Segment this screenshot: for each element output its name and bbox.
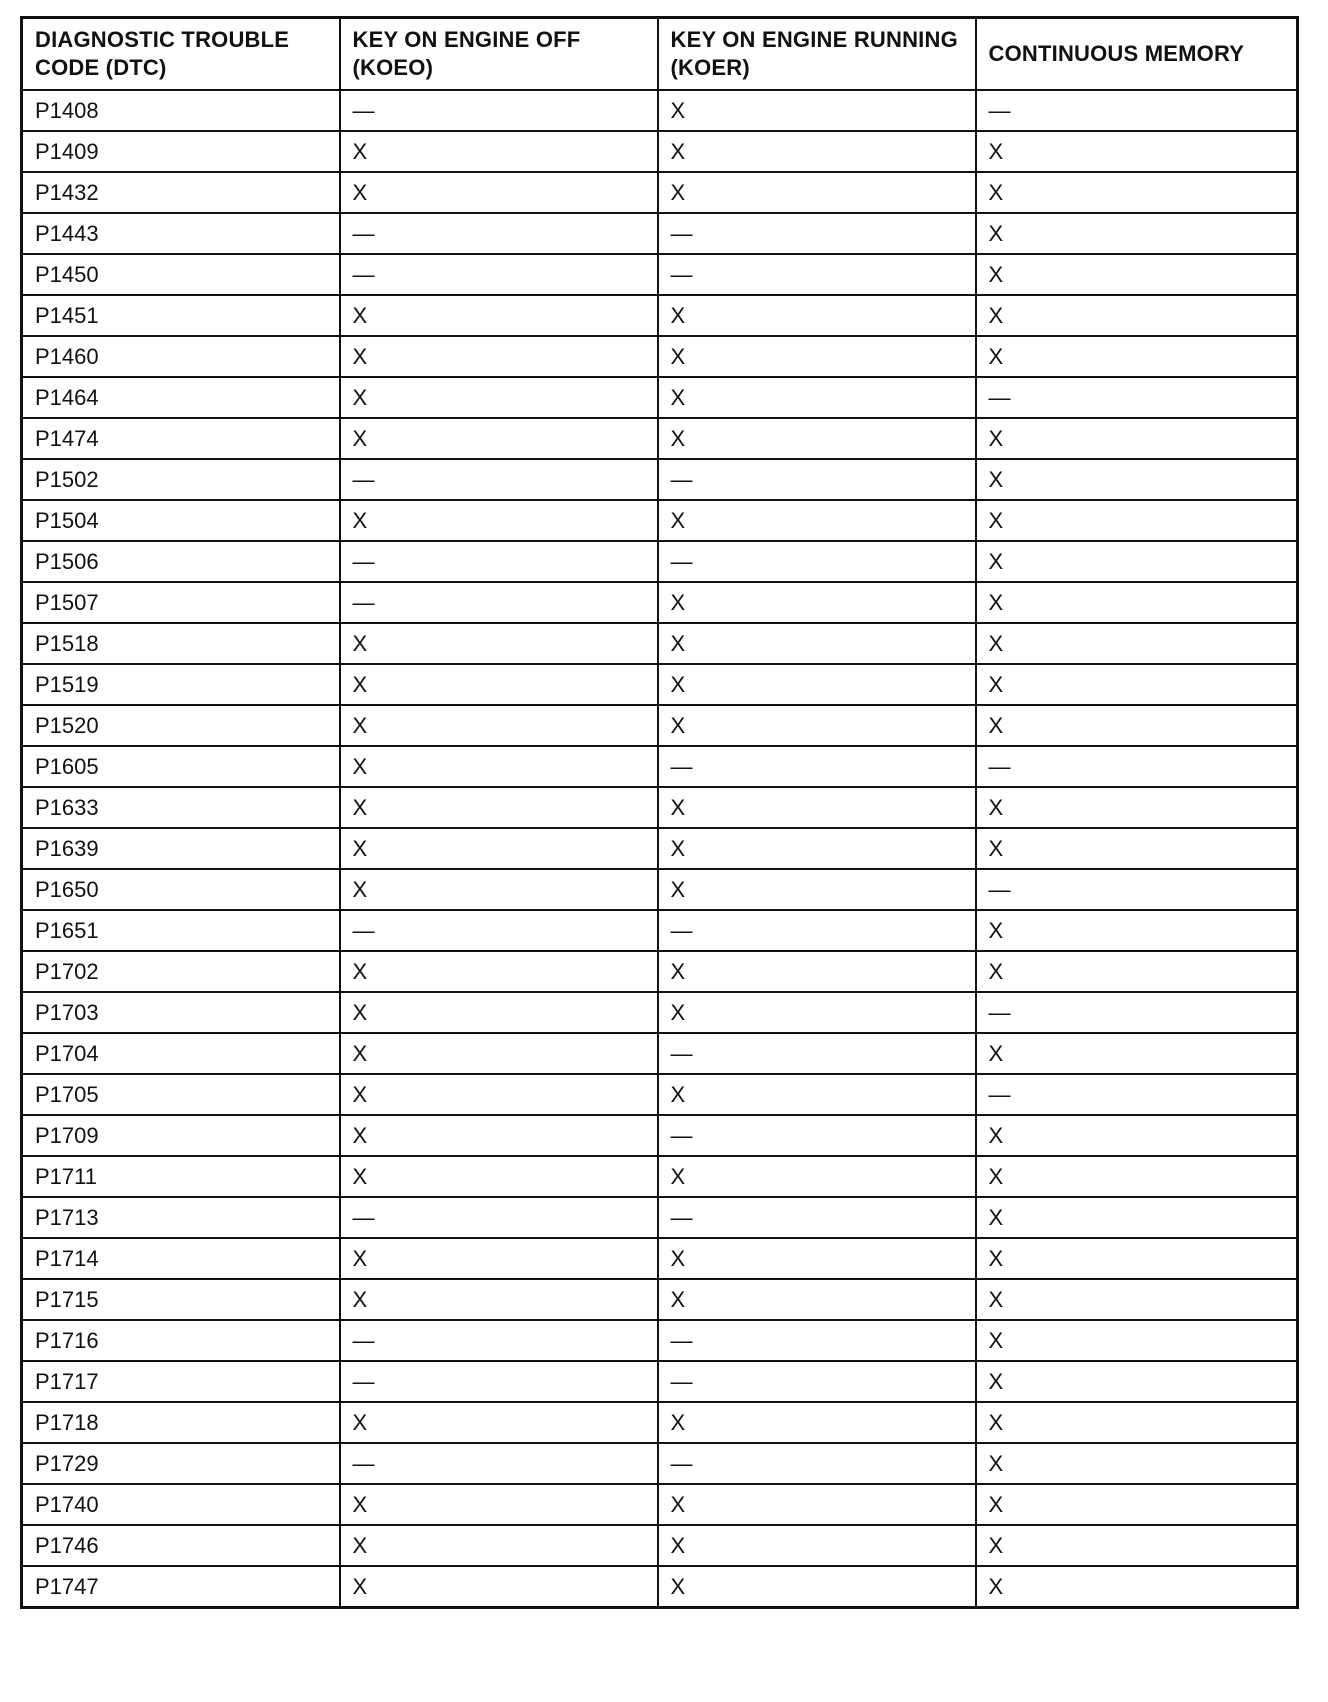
koeo-cell: X (340, 705, 658, 746)
continuous-memory-cell: X (976, 582, 1298, 623)
koeo-cell: X (340, 1402, 658, 1443)
koer-cell: — (658, 746, 976, 787)
continuous-memory-cell: X (976, 787, 1298, 828)
koeo-cell: X (340, 992, 658, 1033)
koer-cell: — (658, 541, 976, 582)
dtc-cell: P1502 (22, 459, 340, 500)
dtc-cell: P1716 (22, 1320, 340, 1361)
koeo-cell: — (340, 910, 658, 951)
koeo-cell: X (340, 1525, 658, 1566)
koeo-cell: X (340, 1484, 658, 1525)
koeo-cell: X (340, 1033, 658, 1074)
dtc-cell: P1746 (22, 1525, 340, 1566)
koer-cell: X (658, 90, 976, 131)
koeo-cell: — (340, 90, 658, 131)
table-row (22, 664, 1298, 705)
koeo-cell: — (340, 582, 658, 623)
table-row (22, 1074, 1298, 1115)
koer-cell: X (658, 623, 976, 664)
table-row (22, 1279, 1298, 1320)
koer-cell: — (658, 1197, 976, 1238)
continuous-memory-cell: X (976, 1484, 1298, 1525)
continuous-memory-cell: X (976, 1402, 1298, 1443)
table-row (22, 705, 1298, 746)
koeo-cell: X (340, 869, 658, 910)
continuous-memory-cell: X (976, 1443, 1298, 1484)
dtc-cell: P1506 (22, 541, 340, 582)
table-row (22, 1402, 1298, 1443)
koer-cell: X (658, 582, 976, 623)
koeo-cell: X (340, 131, 658, 172)
table-row (22, 1361, 1298, 1402)
dtc-cell: P1639 (22, 828, 340, 869)
koeo-cell: X (340, 1156, 658, 1197)
dtc-cell: P1520 (22, 705, 340, 746)
continuous-memory-cell: — (976, 869, 1298, 910)
continuous-memory-cell: — (976, 1074, 1298, 1115)
koeo-cell: X (340, 377, 658, 418)
koeo-cell: X (340, 336, 658, 377)
continuous-memory-cell: — (976, 377, 1298, 418)
koer-cell: X (658, 787, 976, 828)
continuous-memory-cell: X (976, 1156, 1298, 1197)
dtc-cell: P1713 (22, 1197, 340, 1238)
table-row (22, 377, 1298, 418)
table-row (22, 1033, 1298, 1074)
continuous-memory-cell: X (976, 1566, 1298, 1608)
koeo-cell: X (340, 664, 658, 705)
koer-cell: X (658, 664, 976, 705)
header-koeo: KEY ON ENGINE OFF (KOEO) (340, 18, 658, 91)
koeo-cell: — (340, 459, 658, 500)
koer-cell: X (658, 295, 976, 336)
dtc-cell: P1709 (22, 1115, 340, 1156)
koer-cell: X (658, 1074, 976, 1115)
dtc-cell: P1702 (22, 951, 340, 992)
table-row (22, 336, 1298, 377)
koeo-cell: — (340, 1361, 658, 1402)
continuous-memory-cell: X (976, 500, 1298, 541)
koer-cell: X (658, 951, 976, 992)
dtc-cell: P1460 (22, 336, 340, 377)
dtc-cell: P1651 (22, 910, 340, 951)
dtc-cell: P1718 (22, 1402, 340, 1443)
dtc-cell: P1518 (22, 623, 340, 664)
koer-cell: — (658, 1361, 976, 1402)
koer-cell: X (658, 500, 976, 541)
koeo-cell: X (340, 1115, 658, 1156)
dtc-cell: P1432 (22, 172, 340, 213)
koer-cell: — (658, 910, 976, 951)
continuous-memory-cell: X (976, 705, 1298, 746)
dtc-cell: P1704 (22, 1033, 340, 1074)
koer-cell: X (658, 1525, 976, 1566)
continuous-memory-cell: X (976, 1197, 1298, 1238)
koer-cell: X (658, 992, 976, 1033)
table-row (22, 1156, 1298, 1197)
dtc-table (20, 16, 1299, 1609)
koeo-cell: X (340, 623, 658, 664)
table-row (22, 951, 1298, 992)
table-row (22, 172, 1298, 213)
table-row (22, 910, 1298, 951)
koeo-cell: X (340, 951, 658, 992)
koeo-cell: — (340, 1197, 658, 1238)
table-row (22, 213, 1298, 254)
koer-cell: X (658, 869, 976, 910)
continuous-memory-cell: X (976, 1525, 1298, 1566)
koeo-cell: — (340, 1320, 658, 1361)
continuous-memory-cell: X (976, 172, 1298, 213)
koeo-cell: X (340, 1566, 658, 1608)
koeo-cell: X (340, 828, 658, 869)
table-row (22, 623, 1298, 664)
table-row (22, 869, 1298, 910)
dtc-cell: P1747 (22, 1566, 340, 1608)
table-row (22, 828, 1298, 869)
dtc-cell: P1507 (22, 582, 340, 623)
dtc-cell: P1633 (22, 787, 340, 828)
continuous-memory-cell: X (976, 1320, 1298, 1361)
dtc-cell: P1650 (22, 869, 340, 910)
continuous-memory-cell: X (976, 336, 1298, 377)
header-dtc: DIAGNOSTIC TROUBLE CODE (DTC) (22, 18, 340, 91)
continuous-memory-cell: X (976, 254, 1298, 295)
table-row (22, 541, 1298, 582)
continuous-memory-cell: X (976, 418, 1298, 459)
continuous-memory-cell: X (976, 828, 1298, 869)
koer-cell: — (658, 254, 976, 295)
koeo-cell: — (340, 213, 658, 254)
dtc-cell: P1450 (22, 254, 340, 295)
koer-cell: X (658, 705, 976, 746)
dtc-cell: P1740 (22, 1484, 340, 1525)
dtc-cell: P1714 (22, 1238, 340, 1279)
koer-cell: X (658, 172, 976, 213)
koeo-cell: X (340, 295, 658, 336)
dtc-cell: P1504 (22, 500, 340, 541)
dtc-cell: P1474 (22, 418, 340, 459)
koer-cell: — (658, 1320, 976, 1361)
koeo-cell: X (340, 172, 658, 213)
continuous-memory-cell: X (976, 623, 1298, 664)
continuous-memory-cell: — (976, 746, 1298, 787)
table-row (22, 1238, 1298, 1279)
table-row (22, 500, 1298, 541)
table-row (22, 992, 1298, 1033)
dtc-cell: P1464 (22, 377, 340, 418)
continuous-memory-cell: X (976, 1115, 1298, 1156)
table-row (22, 1115, 1298, 1156)
table-row (22, 131, 1298, 172)
koer-cell: X (658, 1402, 976, 1443)
koer-cell: X (658, 1156, 976, 1197)
table-row (22, 295, 1298, 336)
dtc-cell: P1451 (22, 295, 340, 336)
table-body (22, 90, 1298, 1608)
continuous-memory-cell: X (976, 664, 1298, 705)
table-row (22, 1320, 1298, 1361)
koeo-cell: — (340, 1443, 658, 1484)
koer-cell: X (658, 418, 976, 459)
table-row (22, 1197, 1298, 1238)
koer-cell: X (658, 1238, 976, 1279)
continuous-memory-cell: X (976, 1033, 1298, 1074)
koer-cell: — (658, 1033, 976, 1074)
koeo-cell: — (340, 254, 658, 295)
table-row (22, 1525, 1298, 1566)
table-row (22, 418, 1298, 459)
dtc-cell: P1703 (22, 992, 340, 1033)
koer-cell: X (658, 131, 976, 172)
header-continuous-memory: CONTINUOUS MEMORY (976, 18, 1298, 91)
koeo-cell: X (340, 1074, 658, 1115)
koer-cell: X (658, 828, 976, 869)
dtc-cell: P1717 (22, 1361, 340, 1402)
koer-cell: X (658, 1566, 976, 1608)
table-row (22, 459, 1298, 500)
dtc-cell: P1408 (22, 90, 340, 131)
table-row (22, 1443, 1298, 1484)
koeo-cell: X (340, 1279, 658, 1320)
koer-cell: X (658, 377, 976, 418)
koeo-cell: X (340, 1238, 658, 1279)
continuous-memory-cell: X (976, 1279, 1298, 1320)
dtc-cell: P1519 (22, 664, 340, 705)
koer-cell: — (658, 1115, 976, 1156)
continuous-memory-cell: X (976, 213, 1298, 254)
dtc-cell: P1711 (22, 1156, 340, 1197)
table-row (22, 90, 1298, 131)
continuous-memory-cell: X (976, 295, 1298, 336)
koer-cell: — (658, 459, 976, 500)
dtc-cell: P1443 (22, 213, 340, 254)
dtc-cell: P1729 (22, 1443, 340, 1484)
dtc-cell: P1715 (22, 1279, 340, 1320)
table-row (22, 1484, 1298, 1525)
continuous-memory-cell: X (976, 910, 1298, 951)
continuous-memory-cell: X (976, 459, 1298, 500)
table-row (22, 787, 1298, 828)
koeo-cell: X (340, 500, 658, 541)
dtc-cell: P1705 (22, 1074, 340, 1115)
continuous-memory-cell: X (976, 541, 1298, 582)
koer-cell: — (658, 1443, 976, 1484)
dtc-cell: P1605 (22, 746, 340, 787)
koeo-cell: X (340, 746, 658, 787)
koeo-cell: X (340, 418, 658, 459)
koer-cell: X (658, 336, 976, 377)
continuous-memory-cell: X (976, 951, 1298, 992)
table-row (22, 254, 1298, 295)
continuous-memory-cell: X (976, 1361, 1298, 1402)
table-row (22, 746, 1298, 787)
continuous-memory-cell: — (976, 90, 1298, 131)
koer-cell: — (658, 213, 976, 254)
koer-cell: X (658, 1484, 976, 1525)
continuous-memory-cell: X (976, 1238, 1298, 1279)
header-koer: KEY ON ENGINE RUNNING (KOER) (658, 18, 976, 91)
koer-cell: X (658, 1279, 976, 1320)
continuous-memory-cell: X (976, 131, 1298, 172)
header-row (22, 18, 1298, 91)
koeo-cell: X (340, 787, 658, 828)
continuous-memory-cell: — (976, 992, 1298, 1033)
dtc-cell: P1409 (22, 131, 340, 172)
koeo-cell: — (340, 541, 658, 582)
table-row (22, 1566, 1298, 1608)
table-row (22, 582, 1298, 623)
table-header (22, 18, 1298, 91)
